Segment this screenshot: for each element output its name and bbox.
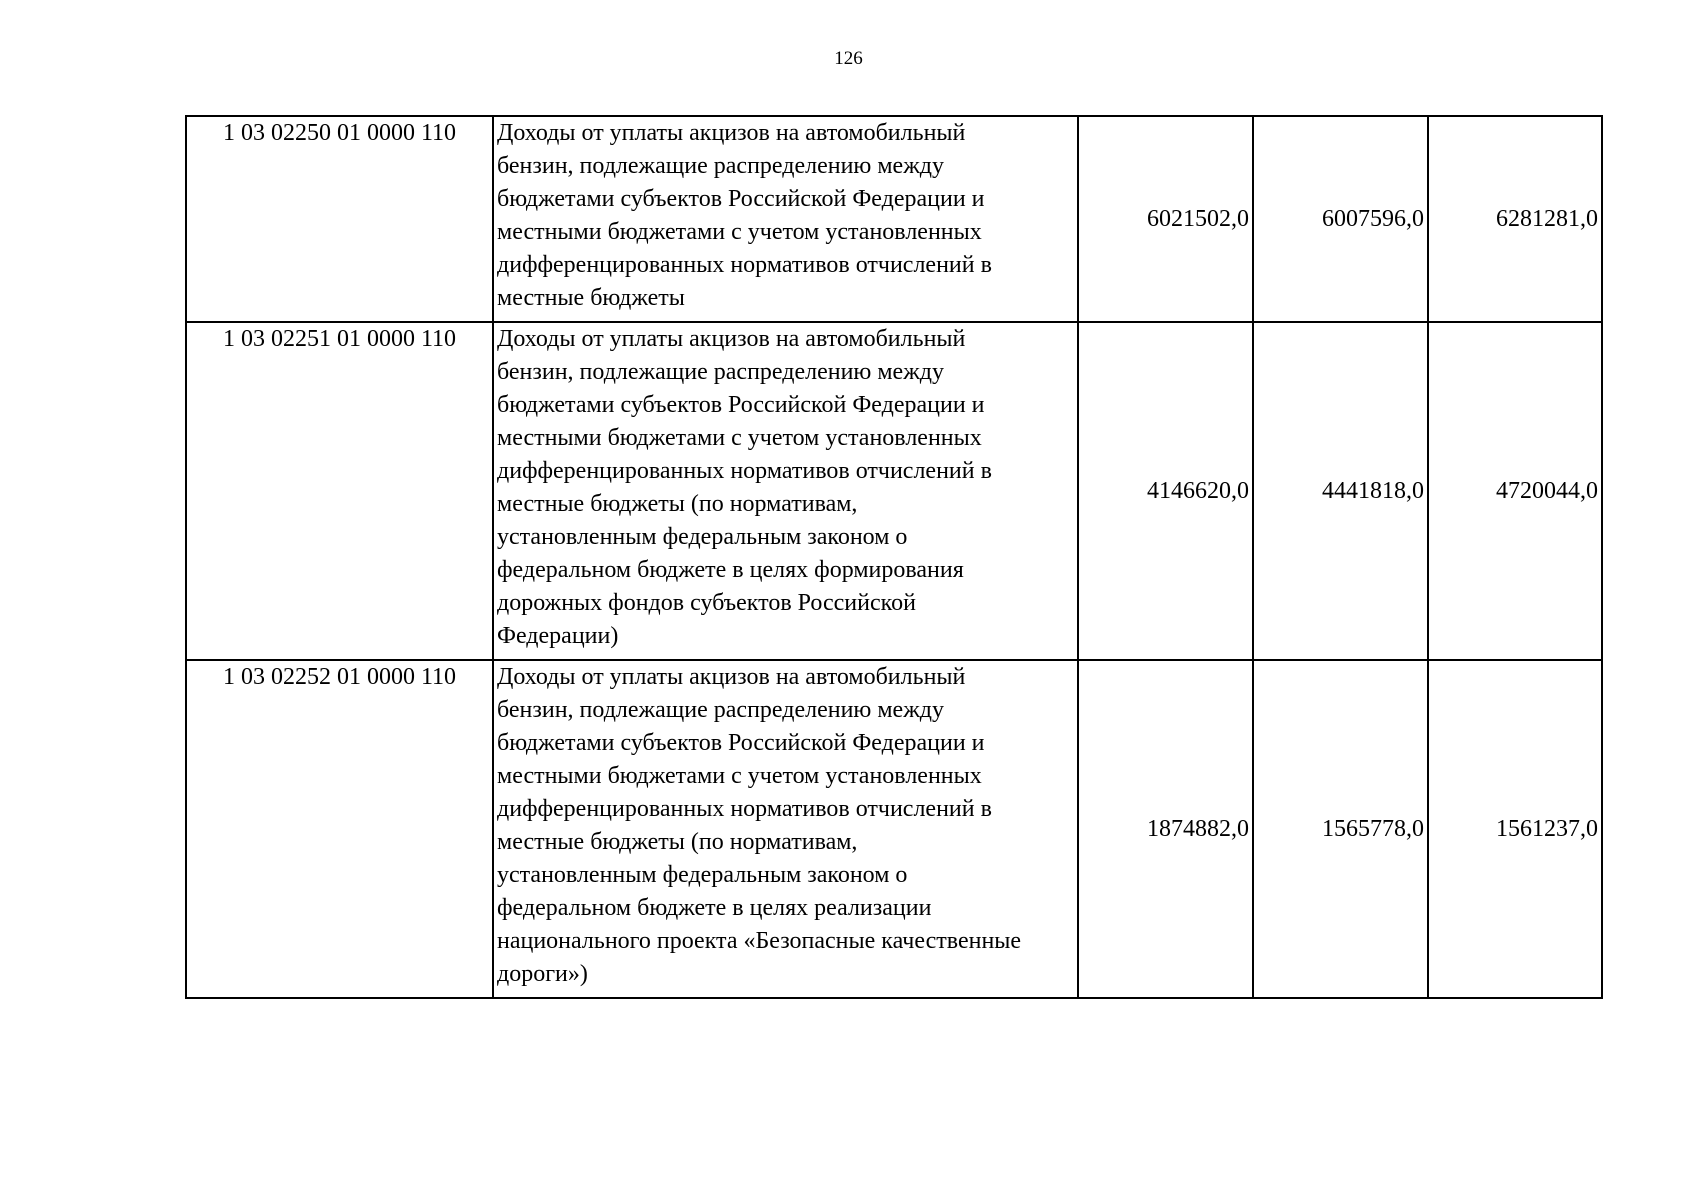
budget-code-cell: 1 03 02250 01 0000 110 (186, 116, 493, 322)
description-cell (493, 660, 1078, 998)
description-text: Доходы от уплаты акцизов на автомобильный бензин, подлежащие распределению между бюджетами субъектов Российской Федерации и местными бюджетами с учетом установленных дифференцированных нормативов отчислений в местные бюджеты (по нормативам, установленным федеральным законом о федеральном бюджете в целях реализации национального проекта «Безопасные качественные дороги») (497, 664, 1022, 987)
table-row (186, 322, 1602, 660)
description-text: Доходы от уплаты акцизов на автомобильный бензин, подлежащие распределению между бюджетами субъектов Российской Федерации и местными бюджетами с учетом установленных дифференцированных нормативов отчислений в местные бюджеты (497, 120, 992, 311)
value-year-2-cell: 1565778,0 (1253, 660, 1428, 998)
value-year-3-cell: 4720044,0 (1428, 322, 1602, 660)
table-row (186, 116, 1602, 322)
budget-revenue-table (185, 115, 1603, 999)
description-cell (493, 322, 1078, 660)
page-number: 126 (834, 48, 863, 69)
value-year-1-cell: 1874882,0 (1078, 660, 1253, 998)
description-text: Доходы от уплаты акцизов на автомобильный бензин, подлежащие распределению между бюджетами субъектов Российской Федерации и местными бюджетами с учетом установленных дифференцированных нормативов отчислений в местные бюджеты (по нормативам, установленным федеральным законом о федеральном бюджете в целях формирования дорожных фондов субъектов Российской Федерации) (497, 326, 992, 649)
value-year-1-cell: 4146620,0 (1078, 322, 1253, 660)
budget-code-cell: 1 03 02252 01 0000 110 (186, 660, 493, 998)
value-year-2-cell: 4441818,0 (1253, 322, 1428, 660)
value-year-1-cell: 6021502,0 (1078, 116, 1253, 322)
budget-code-cell: 1 03 02251 01 0000 110 (186, 322, 493, 660)
value-year-3-cell: 1561237,0 (1428, 660, 1602, 998)
description-cell (493, 116, 1078, 322)
value-year-3-cell: 6281281,0 (1428, 116, 1602, 322)
value-year-2-cell: 6007596,0 (1253, 116, 1428, 322)
table-row (186, 660, 1602, 998)
